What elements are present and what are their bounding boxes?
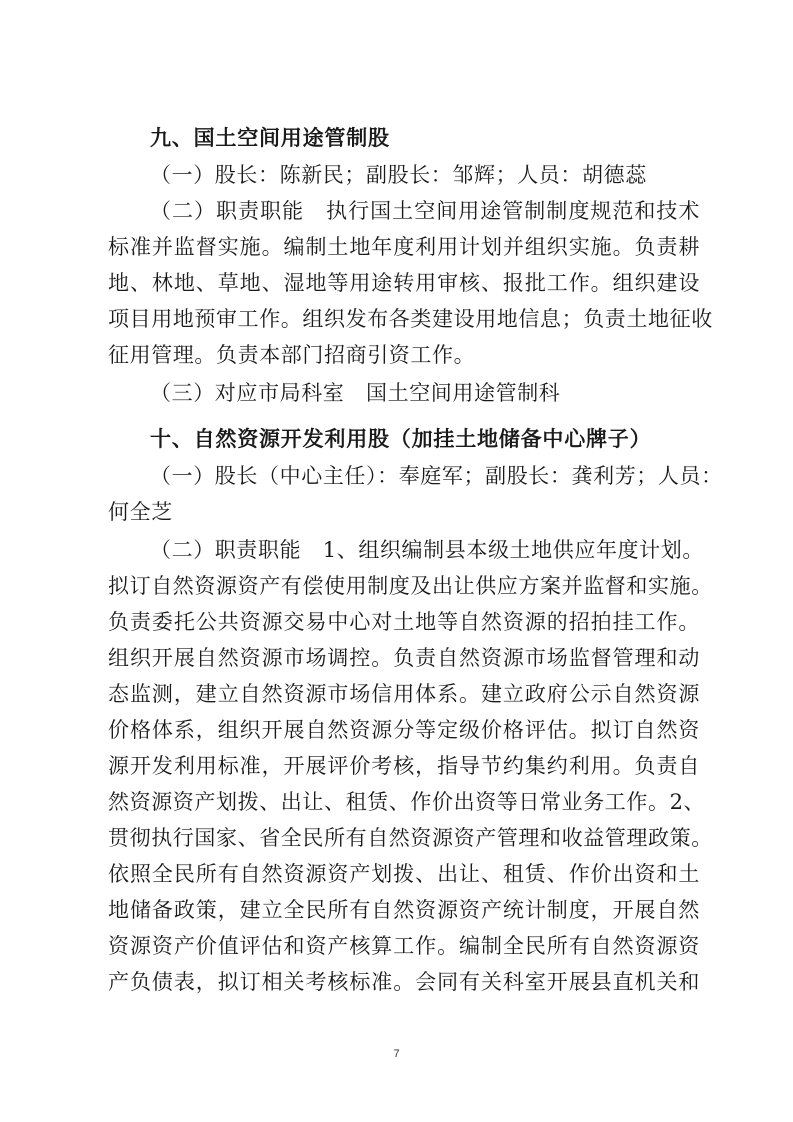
section-10-title: 十、自然资源开发利用股（加挂土地储备中心牌子） xyxy=(150,427,652,451)
page-number: 7 xyxy=(393,1048,400,1060)
section-10-duties-line: 负责委托公共资源交易中心对土地等自然资源的招拍挂工作。 xyxy=(108,610,700,634)
section-9-duties-line: 项目用地预审工作。组织发布各类建设用地信息；负责土地征收 xyxy=(108,307,713,331)
section-10-duties-line: （二）职责职能 1、组织编制县本级土地供应年度计划。 xyxy=(150,538,704,562)
section-10-duties-line: 地储备政策，建立全民所有自然资源资产统计制度，开展自然 xyxy=(108,898,700,922)
section-10-duties-line: 依照全民所有自然资源资产划拨、出让、租赁、作价出资和土 xyxy=(108,862,700,886)
section-9-duties-line: 地、林地、草地、湿地等用途转用审核、报批工作。组织建设 xyxy=(108,271,700,295)
section-10-duties-line: 产负债表，拟订相关考核标准。会同有关科室开展县直机关和 xyxy=(108,970,700,994)
section-10-duties-line: 然资源资产划拨、出让、租赁、作价出资等日常业务工作。2、 xyxy=(108,790,706,814)
section-10-staff-line: （一）股长（中心主任）：奉庭军；副股长：龚利芳；人员： xyxy=(150,464,723,488)
section-10-duties-line: 价格体系，组织开展自然资源分等定级价格评估。拟订自然资 xyxy=(108,718,700,742)
section-10-duties-line: 贯彻执行国家、省全民所有自然资源资产管理和收益管理政策。 xyxy=(108,826,713,850)
section-9-office: （三）对应市局科室 国土空间用途管制科 xyxy=(150,381,561,405)
section-10-duties-line: 源开发利用标准，开展评价考核，指导节约集约利用。负责自 xyxy=(108,754,700,778)
section-9-duties-line: 标准并监督实施。编制土地年度利用计划并组织实施。负责耕 xyxy=(108,235,700,259)
section-9-title: 九、国土空间用途管制股 xyxy=(150,126,390,150)
section-10-duties-line: 态监测，建立自然资源市场信用体系。建立政府公示自然资源 xyxy=(108,682,700,706)
section-9-duties-line: （二）职责职能 执行国土空间用途管制制度规范和技术 xyxy=(150,199,700,223)
section-10-duties-line: 组织开展自然资源市场调控。负责自然资源市场监督管理和动 xyxy=(108,646,700,670)
section-10-staff-line: 何全芝 xyxy=(108,500,173,524)
section-10-duties-line: 资源资产价值评估和资产核算工作。编制全民所有自然资源资 xyxy=(108,934,700,958)
section-10-duties-line: 拟订自然资源资产有偿使用制度及出让供应方案并监督和实施。 xyxy=(108,574,713,598)
section-9-staff: （一）股长：陈新民；副股长：邹辉；人员：胡德蕊 xyxy=(150,163,647,187)
section-9-duties-line: 征用管理。负责本部门招商引资工作。 xyxy=(108,343,476,367)
